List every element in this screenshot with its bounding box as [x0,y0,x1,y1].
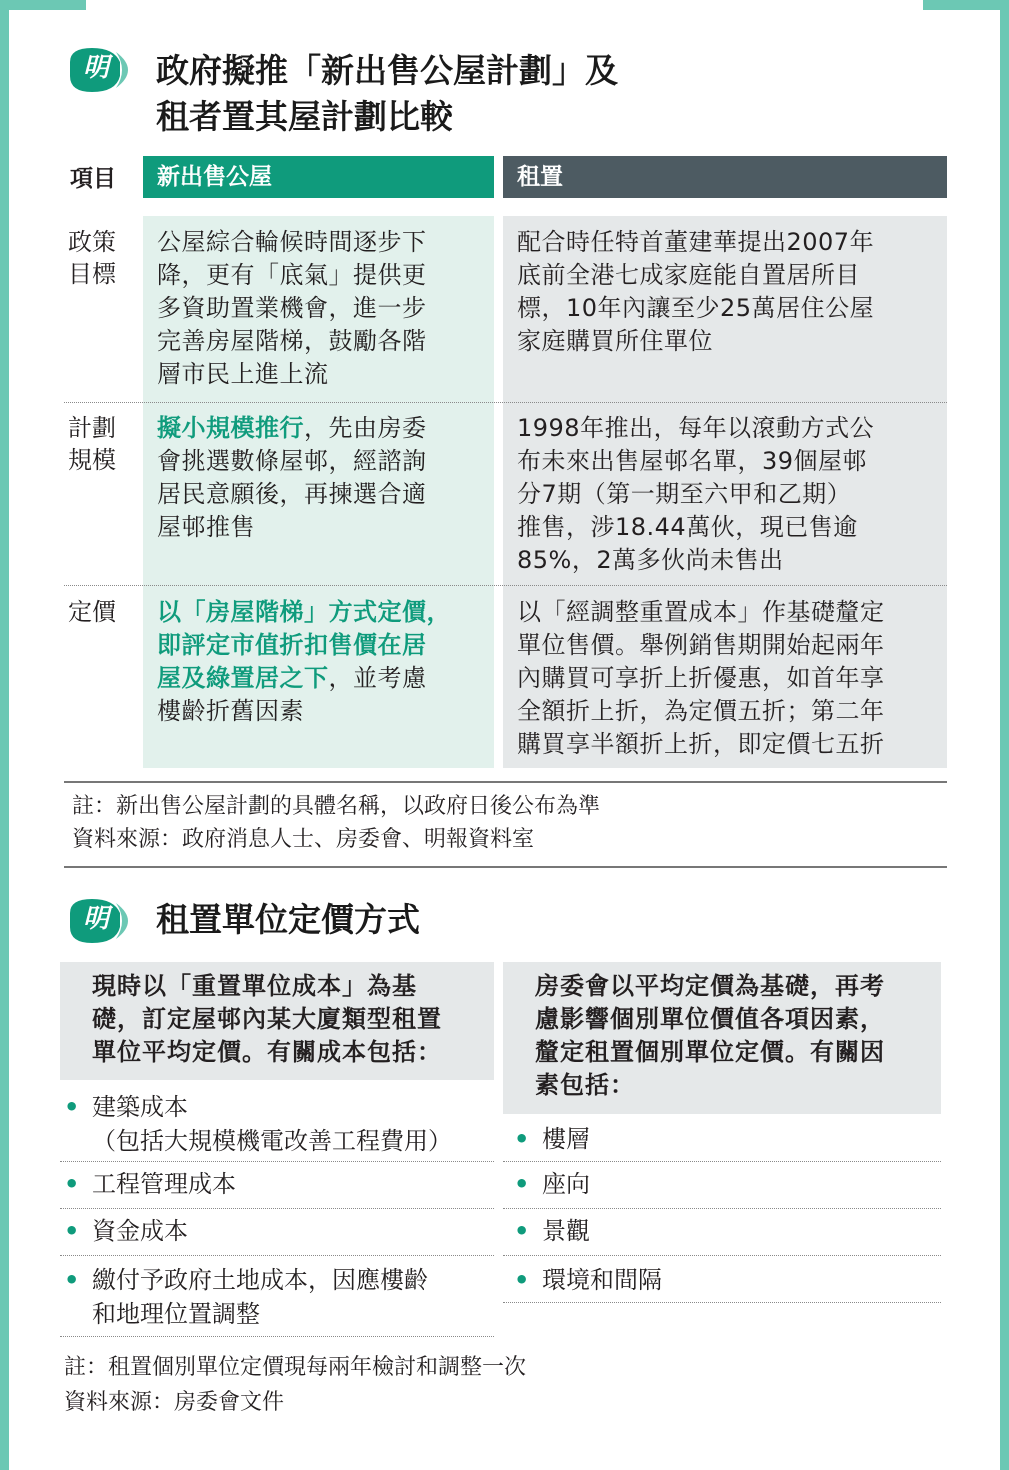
cell-line: 居民意願後，再揀選合適 [157,480,427,508]
section-divider [64,866,947,868]
cell-line: 層市民上進上流 [157,360,329,388]
cell-line: 單位售價。舉例銷售期開始起兩年 [517,631,885,659]
cell-scale-tps [517,412,939,577]
cell-line: 公屋綜合輪候時間逐步下 [157,228,427,256]
highlight-text: 屋及綠置居之下 [157,664,329,692]
highlight-line: 即評定市值折扣售價在居 [157,631,427,659]
box-line: 素包括： [535,1071,635,1099]
row-label-line: 規模 [68,446,116,474]
cell-line: 以「經調整重置成本」作基礎釐定 [517,598,885,626]
list-divider [503,1255,941,1256]
frame-left-border [0,0,9,1470]
row-label-line: 政策 [68,228,116,256]
cell-policy-new [157,226,485,391]
cell-line: 分7期（第一期至六甲和乙期） [517,480,852,508]
bullet-icon: • [514,1125,530,1153]
row-label-line: 目標 [68,260,116,288]
cell-line: 布未來出售屋邨名單，39個屋邨 [517,447,868,475]
list-item-text [92,1263,428,1331]
frame-right-border [1000,0,1009,1470]
list-divider [503,1302,941,1303]
box-line: 礎，訂定屋邨內某大廈類型租置 [92,1005,442,1033]
list-item-line: 資金成本 [92,1217,188,1245]
right-intro-box [503,962,941,1114]
list-item-text: 樓層 [542,1125,590,1153]
table-bottom-rule [64,781,947,783]
box-line: 房委會以平均定價為基礎，再考 [535,972,885,1000]
list-item-line: 建築成本 [92,1093,188,1121]
cell-line: 1998年推出，每年以滾動方式公 [517,414,875,442]
ming-pao-logo-icon [62,42,154,98]
row-label-line: 定價 [68,598,116,626]
box-line: 釐定租置個別單位定價。有關因 [535,1038,885,1066]
section2-source: 資料來源：房委會文件 [64,1390,285,1415]
list-divider [503,1208,941,1209]
cell-policy-tps [517,226,939,358]
bullet-icon: • [64,1217,80,1245]
cell-pricing-new [157,596,485,728]
bullet-icon: • [64,1170,80,1198]
logo-char: 明 [82,53,109,83]
cell-line: 樓齡折舊因素 [157,697,304,725]
table-source: 資料來源：政府消息人士、房委會、明報資料室 [72,827,535,852]
cell-line: 配合時任特首董建華提出2007年 [517,228,875,256]
cell-line: 家庭購買所住單位 [517,327,713,355]
cell-line: 推售，涉18.44萬伙，現已售逾 [517,513,858,541]
header-new-sale-public-housing: 新出售公屋 [143,156,494,198]
list-divider [503,1161,941,1162]
box-line: 慮影響個別單位價值各項因素， [535,1005,885,1033]
cell-line: 完善房屋階梯，鼓勵各階 [157,327,427,355]
cell-line: 購買享半額折上折，即定價七五折 [517,730,885,758]
bullet-icon: • [514,1170,530,1198]
cell-line [157,662,485,695]
ming-pao-logo-icon [62,893,154,949]
row-label-line: 計劃 [68,414,116,442]
header-item-label: 項目 [70,166,116,192]
cell-line: 底前全港七成家庭能自置居所目 [517,261,860,289]
list-item-text: 環境和間隔 [542,1266,662,1294]
cell-scale-new [157,412,485,544]
highlight-text: 擬小規模推行 [157,414,304,442]
cell-line: 多資助置業機會，進一步 [157,294,427,322]
section2-note: 註：租置個別單位定價現每兩年檢討和調整一次 [64,1355,527,1380]
row-label-scale [68,412,138,476]
cell-line: 屋邨推售 [157,513,255,541]
row-label-pricing [68,596,138,628]
list-item-line: （包括大規模機電改善工程費用） [92,1127,452,1155]
row-divider [64,585,947,586]
cell-pricing-tps [517,596,939,761]
bullet-icon: • [514,1217,530,1245]
list-item-text [92,1090,452,1158]
page-title-line1: 政府擬推「新出售公屋計劃」及 [156,51,618,90]
frame-top-right-bar [923,0,1009,10]
row-label-policy [68,226,138,290]
list-item-text [92,1167,236,1201]
table-note: 註：新出售公屋計劃的具體名稱，以政府日後公布為準 [72,794,601,819]
list-divider [60,1255,494,1256]
logo-char: 明 [82,904,109,934]
list-divider [60,1161,494,1162]
list-item-text [92,1214,188,1248]
list-item-line: 繳付予政府土地成本，因應樓齡 [92,1266,428,1294]
cell-line: 降，更有「底氣」提供更 [157,261,427,289]
list-item-line: 工程管理成本 [92,1170,236,1198]
cell-line [157,412,485,445]
cell-text: ，並考慮 [328,664,427,692]
page-title-line2: 租者置其屋計劃比較 [156,97,453,136]
frame-top-left-bar [0,0,86,10]
list-item-text: 景觀 [542,1217,590,1245]
header-tenants-purchase-scheme: 租置 [503,156,947,198]
cell-line: 會挑選數條屋邨，經諮詢 [157,447,427,475]
bullet-icon: • [514,1266,530,1294]
left-intro-box [60,962,494,1080]
cell-line: 85%，2萬多伙尚未售出 [517,546,784,574]
cell-line: 內購買可享折上折優惠，如首年享 [517,664,885,692]
box-line: 現時以「重置單位成本」為基 [92,972,417,1000]
cell-line: 全額折上折，為定價五折；第二年 [517,697,885,725]
list-divider [60,1208,494,1209]
list-item-text: 座向 [542,1170,590,1198]
section2-title: 租置單位定價方式 [156,900,420,939]
cell-text: ，先由房委 [304,414,427,442]
list-divider [60,1336,494,1337]
list-item-line: 和地理位置調整 [92,1300,260,1328]
box-line: 單位平均定價。有關成本包括： [92,1038,442,1066]
highlight-line: 以「房屋階梯」方式定價， [157,598,451,626]
row-divider [64,402,947,403]
cell-line: 標，10年內讓至少25萬居住公屋 [517,294,875,322]
bullet-icon: • [64,1093,80,1121]
bullet-icon: • [64,1266,80,1294]
